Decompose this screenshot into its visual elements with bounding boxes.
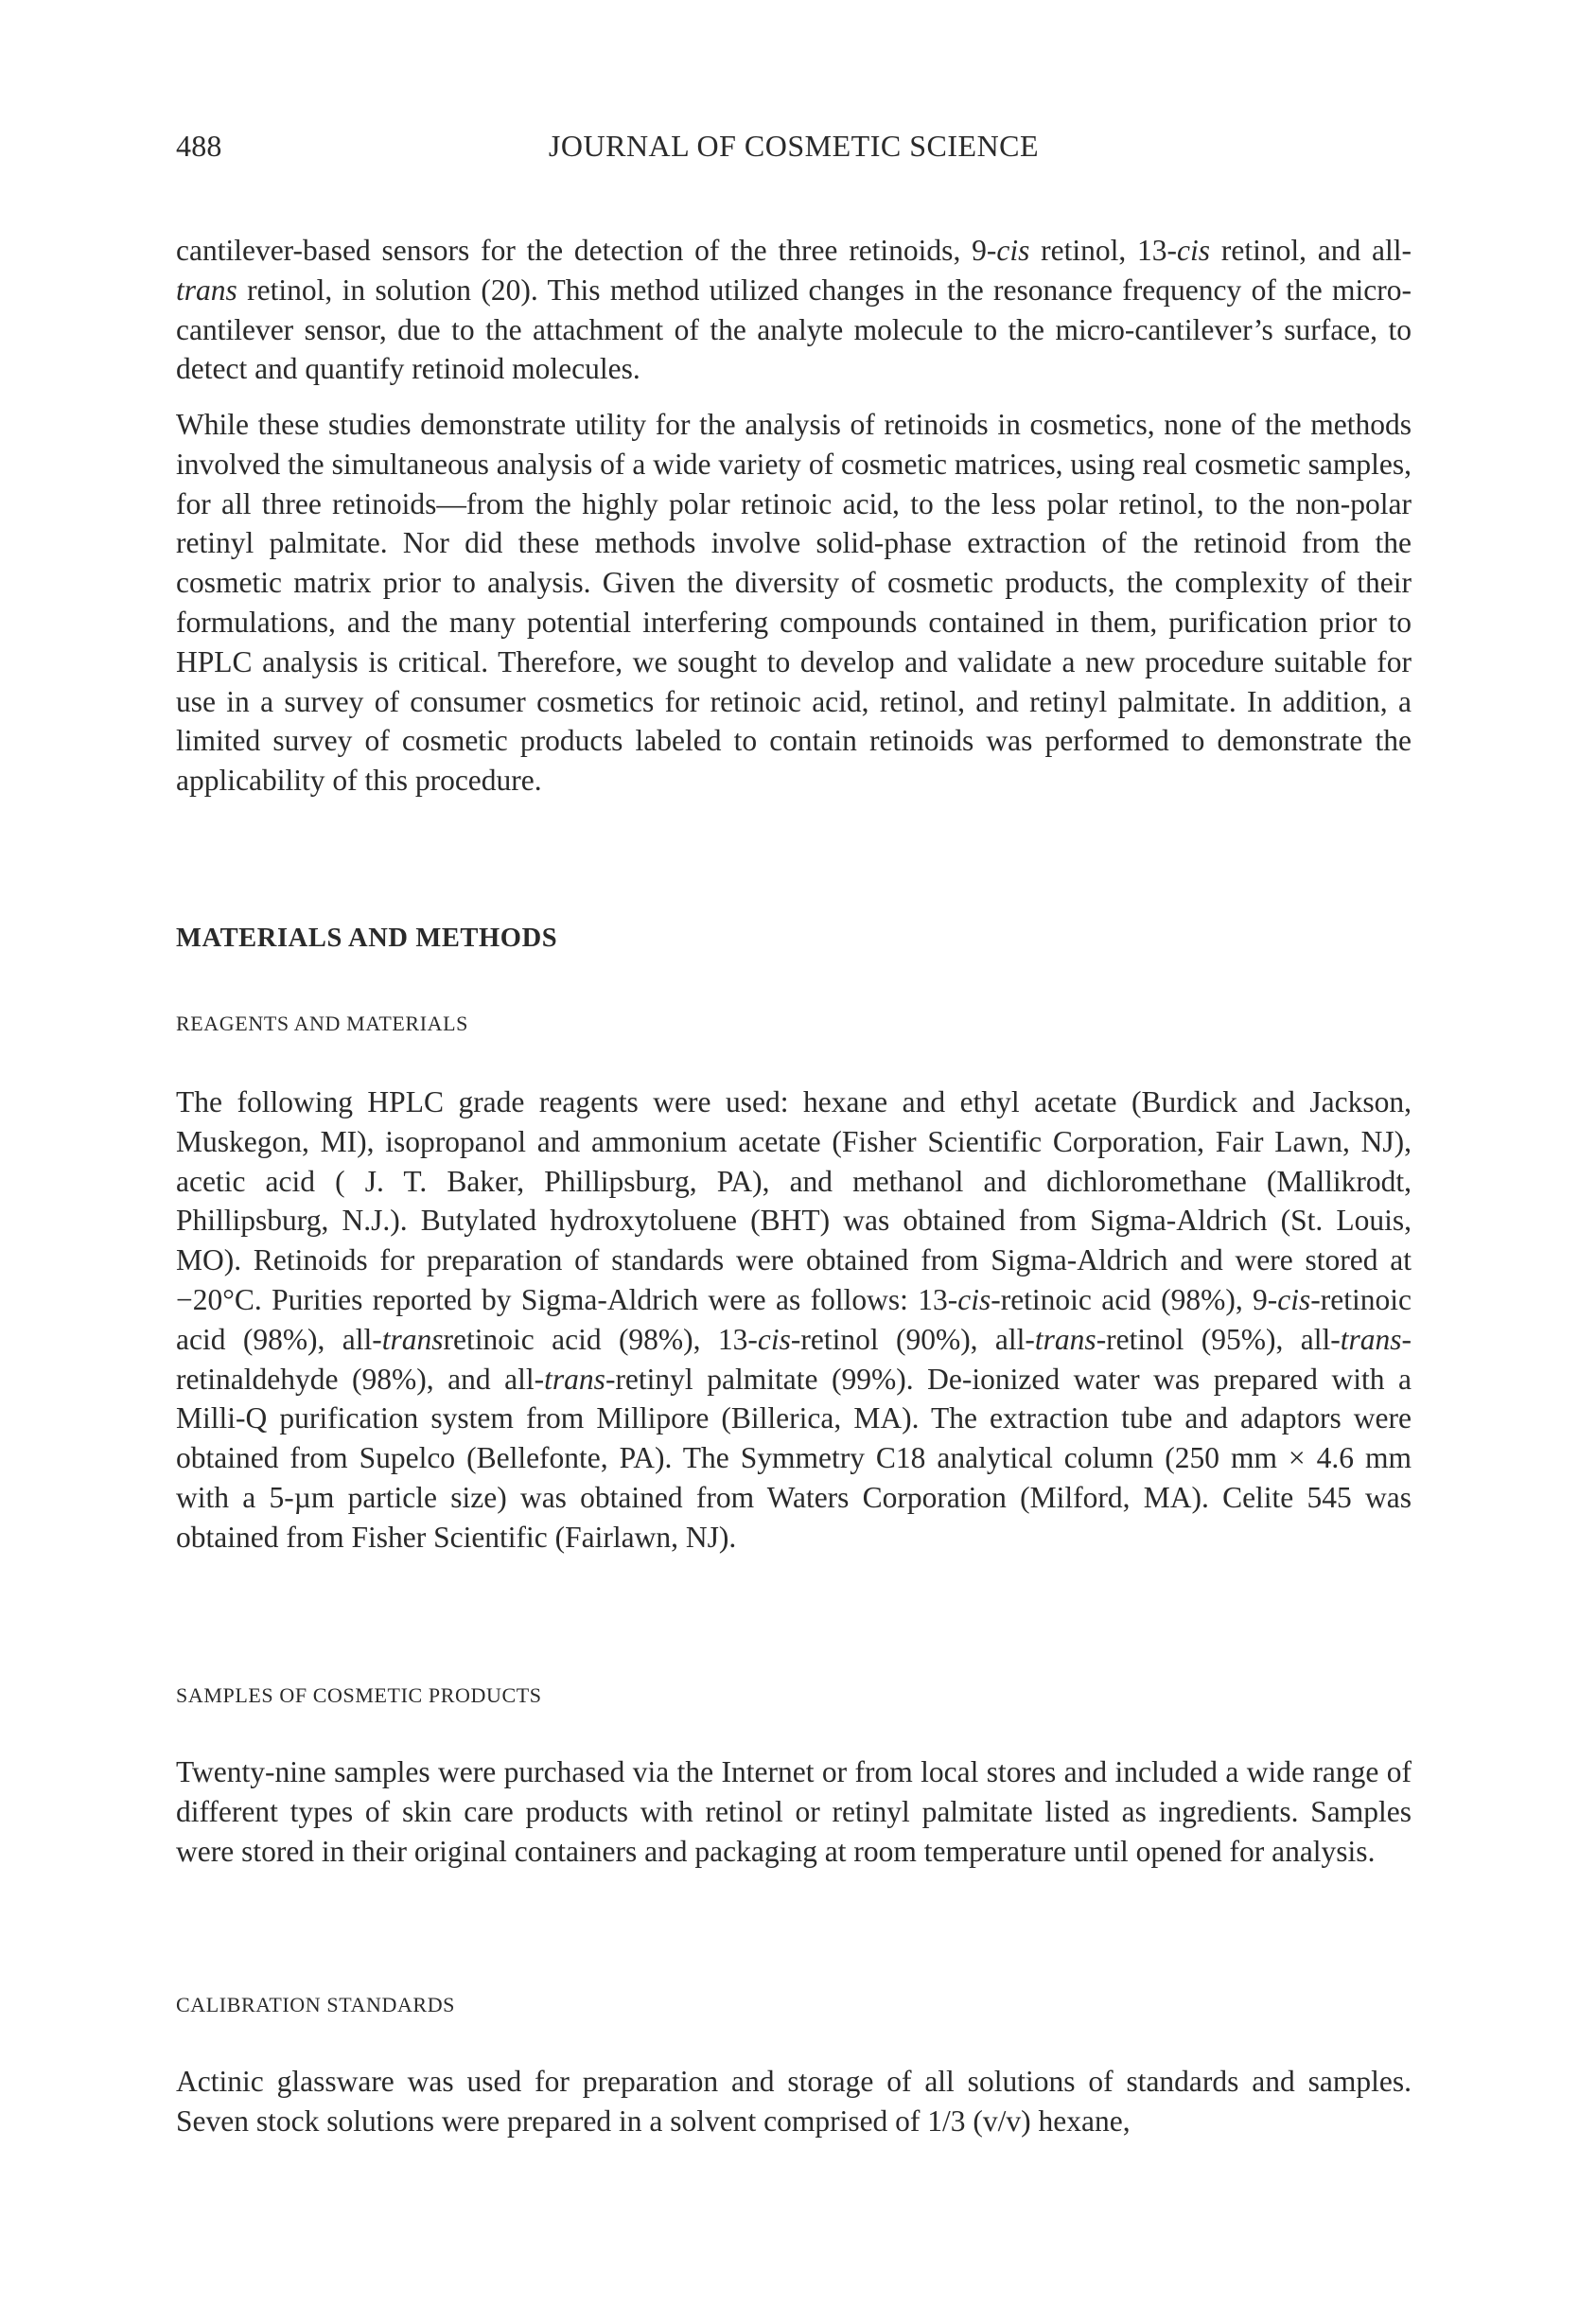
text-run: retinol, and all- bbox=[1210, 234, 1412, 267]
page-number: 488 bbox=[176, 129, 222, 163]
paragraph-samples bbox=[176, 1752, 1412, 1871]
italic-run: cis bbox=[957, 1282, 991, 1316]
text-run: retinol, 13- bbox=[1029, 234, 1178, 267]
text-run: -retinyl palmitate (99%). De-ionized water was prepared with a Milli-Q purification system from Millipore (Billerica, MA). The extraction tube and adaptors were obtained from Supelco (Bellefonte, PA). The Symmetry C18 analytical column (250 mm × 4.6 mm with a 5-µm particle size) was obtained from Waters Corporation (Milford, MA). Celite 545 was obtained from Fisher Scientific (Fairlawn, NJ). bbox=[176, 1362, 1412, 1554]
text-run: -retinol (90%), all- bbox=[790, 1322, 1035, 1356]
text-run: retinoic acid (98%), 13- bbox=[443, 1322, 758, 1356]
paragraph-calibration bbox=[176, 2062, 1412, 2141]
journal-title: JOURNAL OF COSMETIC SCIENCE bbox=[548, 129, 1040, 163]
text-run: -retinol (95%), all- bbox=[1096, 1322, 1341, 1356]
italic-run: trans bbox=[1034, 1322, 1096, 1356]
italic-run: cis bbox=[1177, 234, 1211, 267]
italic-run: cis bbox=[757, 1322, 791, 1356]
paragraph-reagents bbox=[176, 1083, 1412, 1558]
text-run: cantilever-based sensors for the detection of the three retinoids, 9- bbox=[176, 234, 997, 267]
italic-run: trans bbox=[176, 273, 237, 307]
text-run: retinol, in solution (20). This method utilized changes in the resonance frequency of the micro-cantilever sensor, due to the attachment of the analyte molecule to the micro-cantilever’s surface, to detect and quantify retinoid molecules. bbox=[176, 273, 1412, 386]
text-run: -retinoic acid (98%), all- bbox=[176, 1282, 1412, 1356]
paragraph-text bbox=[176, 231, 1412, 389]
italic-run: cis bbox=[1277, 1282, 1311, 1316]
subsection-heading-calibration: CALIBRATION STANDARDS bbox=[176, 1993, 456, 2016]
text-run: -retinaldehyde (98%), and all- bbox=[176, 1322, 1412, 1396]
subsection-heading-samples: SAMPLES OF COSMETIC PRODUCTS bbox=[176, 1683, 542, 1707]
text-run: -retinoic acid (98%), 9- bbox=[991, 1282, 1278, 1316]
paragraph-text: Actinic glassware was used for preparation and storage of all solutions of standards and samples. Seven stock solutions were prepared in a solvent comprised of 1/3 (v/v) hexane, bbox=[176, 2065, 1412, 2138]
paragraph-text bbox=[176, 1083, 1412, 1558]
text-run: The following HPLC grade reagents were used: hexane and ethyl acetate (Burdick and Jackson, Muskegon, MI), isopropanol and ammonium acetate (Fisher Scientific Corporation, Fair Lawn, NJ), acetic acid ( J. T. Baker, Phillipsburg, PA), and methanol and dichloromethane (Mallikrodt, Phillipsburg, N.J.). Butylated hydroxytoluene (BHT) was obtained from Sigma-Aldrich (St. Louis, MO). Retinoids for preparation of standards were obtained from Sigma-Aldrich and were stored at −20°C. Purities reported by Sigma-Aldrich were as follows: 13- bbox=[176, 1085, 1412, 1316]
paragraph-motivation bbox=[176, 405, 1412, 801]
italic-run: trans bbox=[544, 1362, 605, 1396]
paragraph-text: While these studies demonstrate utility for the analysis of retinoids in cosmetics, none of the methods involved the simultaneous analysis of a wide variety of cosmetic matrices, using real cosmetic samples, for all three retinoids—from the highly polar retinoic acid, to the less polar retinol, to the non-polar retinyl palmitate. Nor did these methods involve solid-phase extraction of the retinoid from the cosmetic matrix prior to analysis. Given the diversity of cosmetic products, the complexity of their formulations, and the many potential interfering compounds contained in them, purification prior to HPLC analysis is critical. Therefore, we sought to develop and validate a new procedure suitable for use in a survey of consumer cosmetics for retinoic acid, retinol, and retinyl palmitate. In addition, a limited survey of cosmetic products labeled to contain retinoids was performed to demonstrate the applicability of this procedure. bbox=[176, 408, 1412, 798]
section-heading: MATERIALS AND METHODS bbox=[176, 924, 558, 953]
italic-run: trans bbox=[1340, 1322, 1402, 1356]
paragraph-intro-continued bbox=[176, 231, 1412, 389]
running-head bbox=[176, 129, 1412, 170]
paragraph-text: Twenty-nine samples were purchased via the Internet or from local stores and included a wide range of different types of skin care products with retinol or retinyl palmitate listed as ingredients. Samples were stored in their original containers and packaging at room temperature until opened for analysis. bbox=[176, 1755, 1412, 1868]
subsection-heading-reagents: REAGENTS AND MATERIALS bbox=[176, 1012, 468, 1035]
italic-run: cis bbox=[996, 234, 1030, 267]
italic-run: trans bbox=[381, 1322, 444, 1356]
